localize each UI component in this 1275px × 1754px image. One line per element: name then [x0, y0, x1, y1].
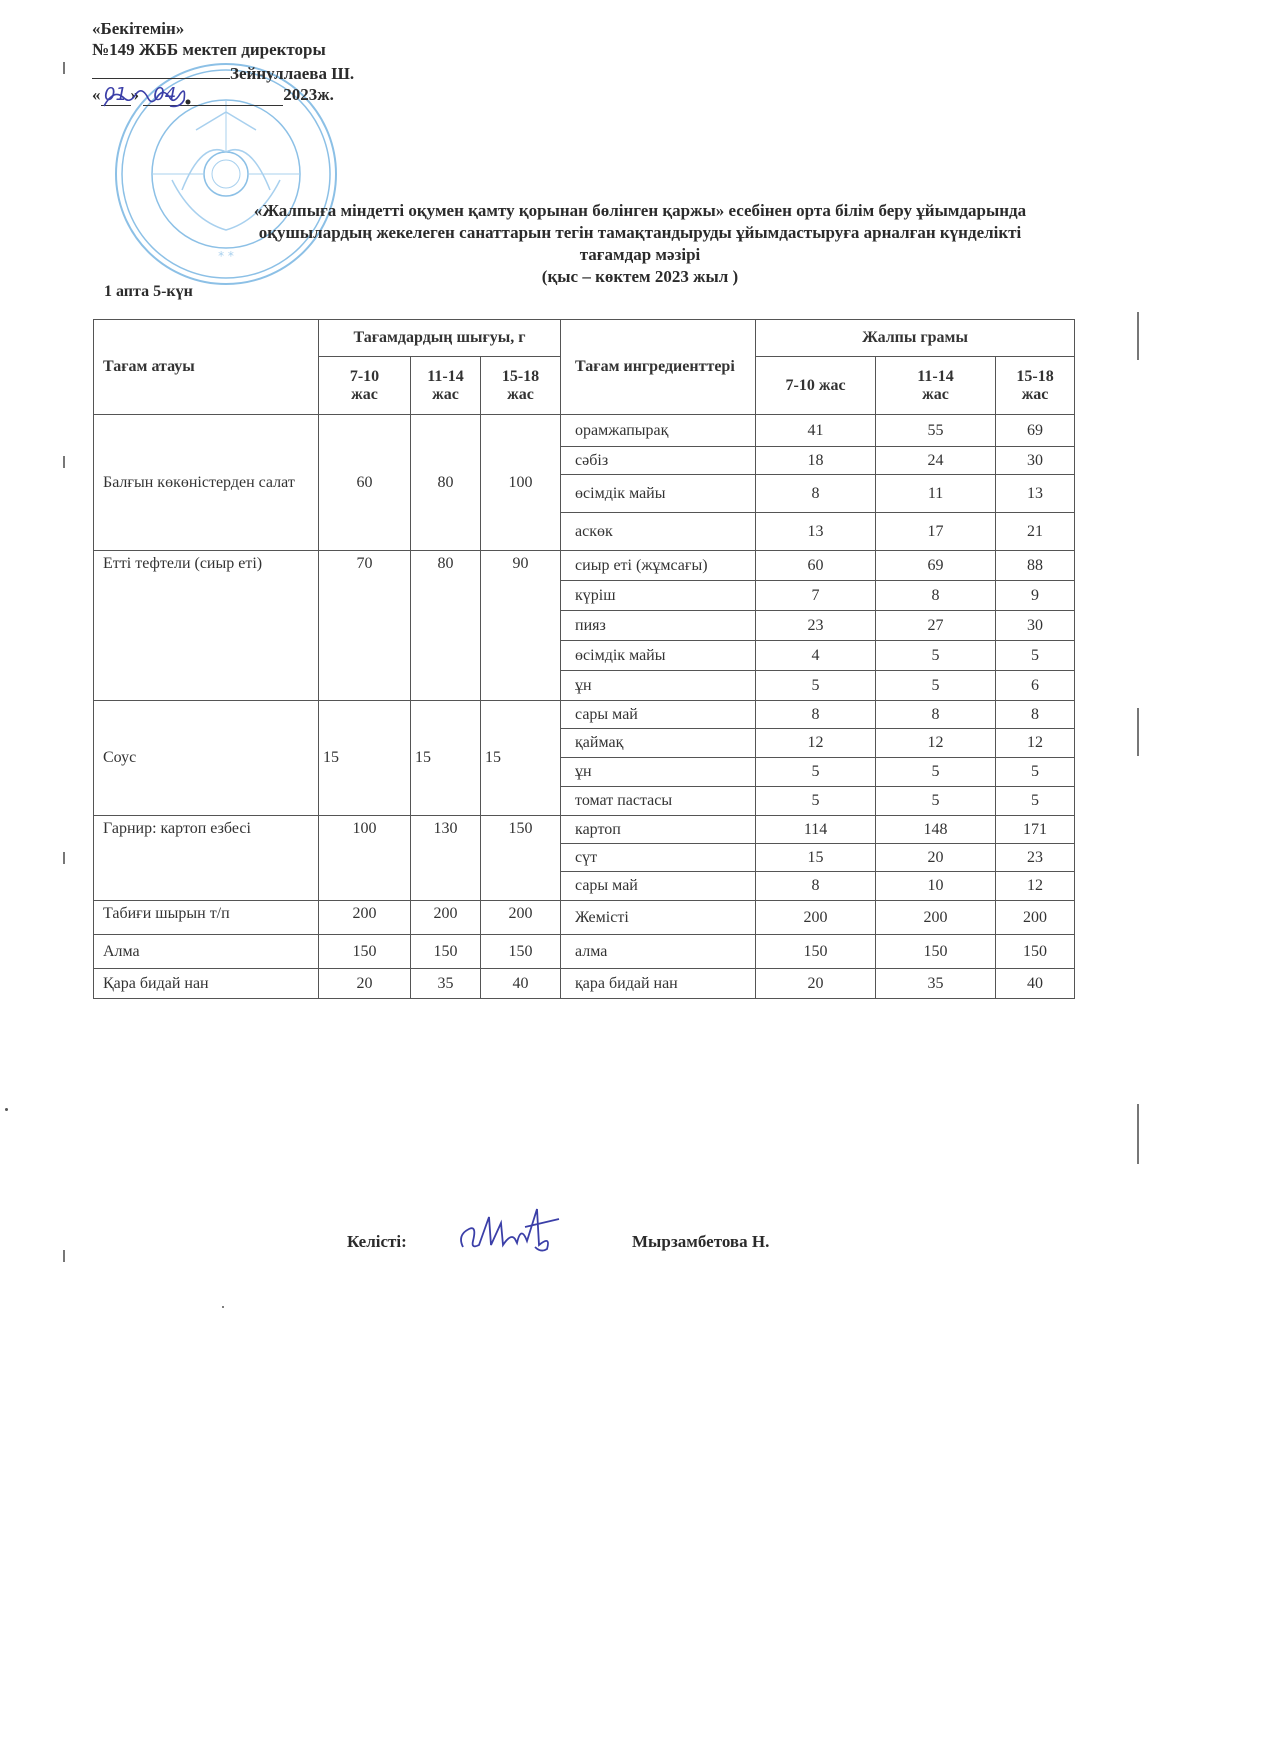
dish-yield-7-10: 15	[319, 701, 411, 816]
dish-yield-7-10: 100	[319, 816, 411, 901]
header-dish-name: Тағам атауы	[94, 320, 319, 415]
ingredient-name: томат пастасы	[561, 787, 756, 816]
ingredient-grams-15-18: 12	[996, 872, 1075, 901]
dish-yield-11-14: 80	[411, 551, 481, 701]
ingredient-grams-11-14: 17	[876, 513, 996, 551]
ingredient-name: ұн	[561, 671, 756, 701]
ingredient-grams-7-10: 20	[756, 969, 876, 999]
scan-edge-mark	[63, 852, 65, 864]
ingredient-name: сиыр еті (жұмсағы)	[561, 551, 756, 581]
scan-speck	[5, 1108, 8, 1111]
signature-underline	[92, 60, 230, 79]
date-month: 04	[143, 84, 283, 106]
ingredient-grams-15-18: 12	[996, 729, 1075, 758]
ingredient-grams-15-18: 200	[996, 901, 1075, 935]
ingredient-grams-7-10: 114	[756, 816, 876, 844]
dish-name: Гарнир: картоп езбесі	[94, 816, 319, 901]
ingredient-name: алма	[561, 935, 756, 969]
scan-edge-mark	[63, 456, 65, 468]
ingredient-grams-15-18: 8	[996, 701, 1075, 729]
ingredient-name: күріш	[561, 581, 756, 611]
agreed-name: Мырзамбетова Н.	[632, 1232, 770, 1251]
ingredient-name: пияз	[561, 611, 756, 641]
header-total-group: Жалпы грамы	[756, 320, 1075, 357]
dish-yield-7-10: 70	[319, 551, 411, 701]
ingredient-name: Жемісті	[561, 901, 756, 935]
approval-position: №149 ЖББ мектеп директоры	[92, 40, 326, 59]
dish-yield-7-10: 200	[319, 901, 411, 935]
ingredient-grams-15-18: 150	[996, 935, 1075, 969]
ingredient-grams-7-10: 13	[756, 513, 876, 551]
dish-yield-15-18: 15	[481, 701, 561, 816]
scan-edge-mark	[63, 62, 65, 74]
ingredient-grams-11-14: 11	[876, 475, 996, 513]
date-close-quote: »	[130, 85, 139, 104]
ingredient-grams-7-10: 4	[756, 641, 876, 671]
ingredient-grams-7-10: 5	[756, 758, 876, 787]
ingredient-grams-7-10: 60	[756, 551, 876, 581]
ingredient-row	[94, 816, 1075, 844]
ingredient-grams-15-18: 69	[996, 415, 1075, 447]
ingredient-grams-15-18: 40	[996, 969, 1075, 999]
ingredient-grams-11-14: 55	[876, 415, 996, 447]
ingredient-name: сары май	[561, 701, 756, 729]
title-line-1: «Жалпыға міндетті оқумен қамту қорынан бөлінген қаржы» есебінен орта білім беру ұйымдарында	[253, 201, 1027, 220]
dish-name: Соус	[94, 701, 319, 816]
ingredient-grams-11-14: 20	[876, 844, 996, 872]
dish-yield-11-14: 15	[411, 701, 481, 816]
ingredient-grams-11-14: 5	[876, 787, 996, 816]
menu-table	[93, 319, 1075, 999]
ingredient-grams-11-14: 8	[876, 701, 996, 729]
header-yield-15-18: 15-18 жас	[481, 357, 561, 415]
scan-edge-mark	[63, 1250, 65, 1262]
title-line-2: оқушылардың жекелеген санаттарын тегін тамақтандыруды ұйымдастыруға арналған күнделікті	[258, 223, 1022, 242]
ingredient-name: аскөк	[561, 513, 756, 551]
director-signature	[100, 84, 200, 110]
dish-yield-7-10: 20	[319, 969, 411, 999]
ingredient-name: картоп	[561, 816, 756, 844]
ingredient-grams-11-14: 8	[876, 581, 996, 611]
scan-edge-mark	[1137, 708, 1139, 756]
date-year: 2023ж.	[283, 85, 334, 104]
document-title	[90, 200, 1190, 288]
dish-yield-11-14: 150	[411, 935, 481, 969]
agreed-label: Келісті:	[347, 1232, 407, 1251]
dish-yield-15-18: 100	[481, 415, 561, 551]
ingredient-grams-11-14: 35	[876, 969, 996, 999]
ingredient-grams-7-10: 8	[756, 475, 876, 513]
ingredient-grams-15-18: 88	[996, 551, 1075, 581]
dish-yield-11-14: 130	[411, 816, 481, 901]
ingredient-row	[94, 551, 1075, 581]
dish-yield-15-18: 150	[481, 816, 561, 901]
header-row-1	[94, 320, 1075, 357]
header-yield-11-14: 11-14 жас	[411, 357, 481, 415]
ingredient-grams-15-18: 171	[996, 816, 1075, 844]
ingredient-grams-15-18: 21	[996, 513, 1075, 551]
scan-edge-mark	[1137, 1104, 1139, 1164]
header-total-11-14: 11-14 жас	[876, 357, 996, 415]
ingredient-grams-7-10: 5	[756, 787, 876, 816]
ingredient-grams-7-10: 41	[756, 415, 876, 447]
dish-yield-7-10: 150	[319, 935, 411, 969]
ingredient-name: орамжапырақ	[561, 415, 756, 447]
date-day: 01	[101, 84, 131, 106]
ingredient-grams-11-14: 10	[876, 872, 996, 901]
ingredient-grams-15-18: 23	[996, 844, 1075, 872]
ingredient-row	[94, 935, 1075, 969]
ingredient-name: қаймақ	[561, 729, 756, 758]
dish-yield-15-18: 150	[481, 935, 561, 969]
dish-yield-11-14: 80	[411, 415, 481, 551]
dish-name: Етті тефтели (сиыр еті)	[94, 551, 319, 701]
ingredient-grams-15-18: 30	[996, 447, 1075, 475]
ingredient-row	[94, 701, 1075, 729]
dish-yield-7-10: 60	[319, 415, 411, 551]
ingredient-row	[94, 901, 1075, 935]
ingredient-grams-15-18: 5	[996, 758, 1075, 787]
ingredient-grams-15-18: 6	[996, 671, 1075, 701]
ingredient-grams-7-10: 8	[756, 701, 876, 729]
ingredient-grams-11-14: 148	[876, 816, 996, 844]
svg-text:* *: * *	[218, 249, 234, 263]
date-open-quote: «	[92, 85, 101, 104]
menu-table-body	[94, 415, 1075, 999]
ingredient-name: ұн	[561, 758, 756, 787]
ingredient-grams-7-10: 23	[756, 611, 876, 641]
scan-edge-mark	[1137, 312, 1139, 360]
ingredient-grams-15-18: 13	[996, 475, 1075, 513]
director-signature-line	[92, 60, 354, 84]
dish-name: Балғын көкөністерден салат	[94, 415, 319, 551]
ingredient-grams-7-10: 5	[756, 671, 876, 701]
ingredient-grams-11-14: 5	[876, 641, 996, 671]
dish-name: Қара бидай нан	[94, 969, 319, 999]
ingredient-grams-7-10: 18	[756, 447, 876, 475]
dish-name: Табиғи шырын т/п	[94, 901, 319, 935]
dish-yield-11-14: 35	[411, 969, 481, 999]
ingredient-grams-11-14: 27	[876, 611, 996, 641]
ingredient-name: өсімдік майы	[561, 475, 756, 513]
ingredient-grams-7-10: 8	[756, 872, 876, 901]
header-ingredients: Тағам ингредиенттері	[561, 320, 756, 415]
ingredient-grams-15-18: 5	[996, 787, 1075, 816]
ingredient-grams-11-14: 24	[876, 447, 996, 475]
dish-yield-11-14: 200	[411, 901, 481, 935]
ingredient-grams-11-14: 5	[876, 671, 996, 701]
ingredient-name: сары май	[561, 872, 756, 901]
ingredient-grams-7-10: 15	[756, 844, 876, 872]
ingredient-grams-11-14: 12	[876, 729, 996, 758]
ingredient-name: сәбіз	[561, 447, 756, 475]
scan-speck	[222, 1306, 224, 1308]
week-day-label: 1 апта 5-күн	[104, 283, 193, 300]
dish-name: Алма	[94, 935, 319, 969]
dish-yield-15-18: 40	[481, 969, 561, 999]
header-yield-7-10: 7-10 жас	[319, 357, 411, 415]
director-name: Зейнуллаева Ш.	[230, 64, 355, 83]
dish-yield-15-18: 200	[481, 901, 561, 935]
ingredient-grams-11-14: 69	[876, 551, 996, 581]
ingredient-grams-11-14: 200	[876, 901, 996, 935]
agreed-signature	[455, 1205, 565, 1255]
ingredient-grams-11-14: 150	[876, 935, 996, 969]
header-total-7-10: 7-10 жас	[756, 357, 876, 415]
ingredient-grams-7-10: 150	[756, 935, 876, 969]
ingredient-grams-15-18: 9	[996, 581, 1075, 611]
ingredient-grams-7-10: 200	[756, 901, 876, 935]
header-yield-group: Тағамдардың шығуы, г	[319, 320, 561, 357]
title-line-4: (қыс – көктем 2023 жыл )	[541, 267, 739, 286]
ingredient-row	[94, 969, 1075, 999]
ingredient-grams-11-14: 5	[876, 758, 996, 787]
ingredient-row	[94, 415, 1075, 447]
ingredient-grams-15-18: 30	[996, 611, 1075, 641]
ingredient-name: өсімдік майы	[561, 641, 756, 671]
approval-heading: «Бекітемін»	[92, 19, 185, 38]
header-total-15-18: 15-18 жас	[996, 357, 1075, 415]
ingredient-grams-7-10: 12	[756, 729, 876, 758]
ingredient-grams-15-18: 5	[996, 641, 1075, 671]
ingredient-name: қара бидай нан	[561, 969, 756, 999]
title-line-3: тағамдар мәзірі	[579, 245, 701, 264]
dish-yield-15-18: 90	[481, 551, 561, 701]
ingredient-grams-7-10: 7	[756, 581, 876, 611]
ingredient-name: сүт	[561, 844, 756, 872]
